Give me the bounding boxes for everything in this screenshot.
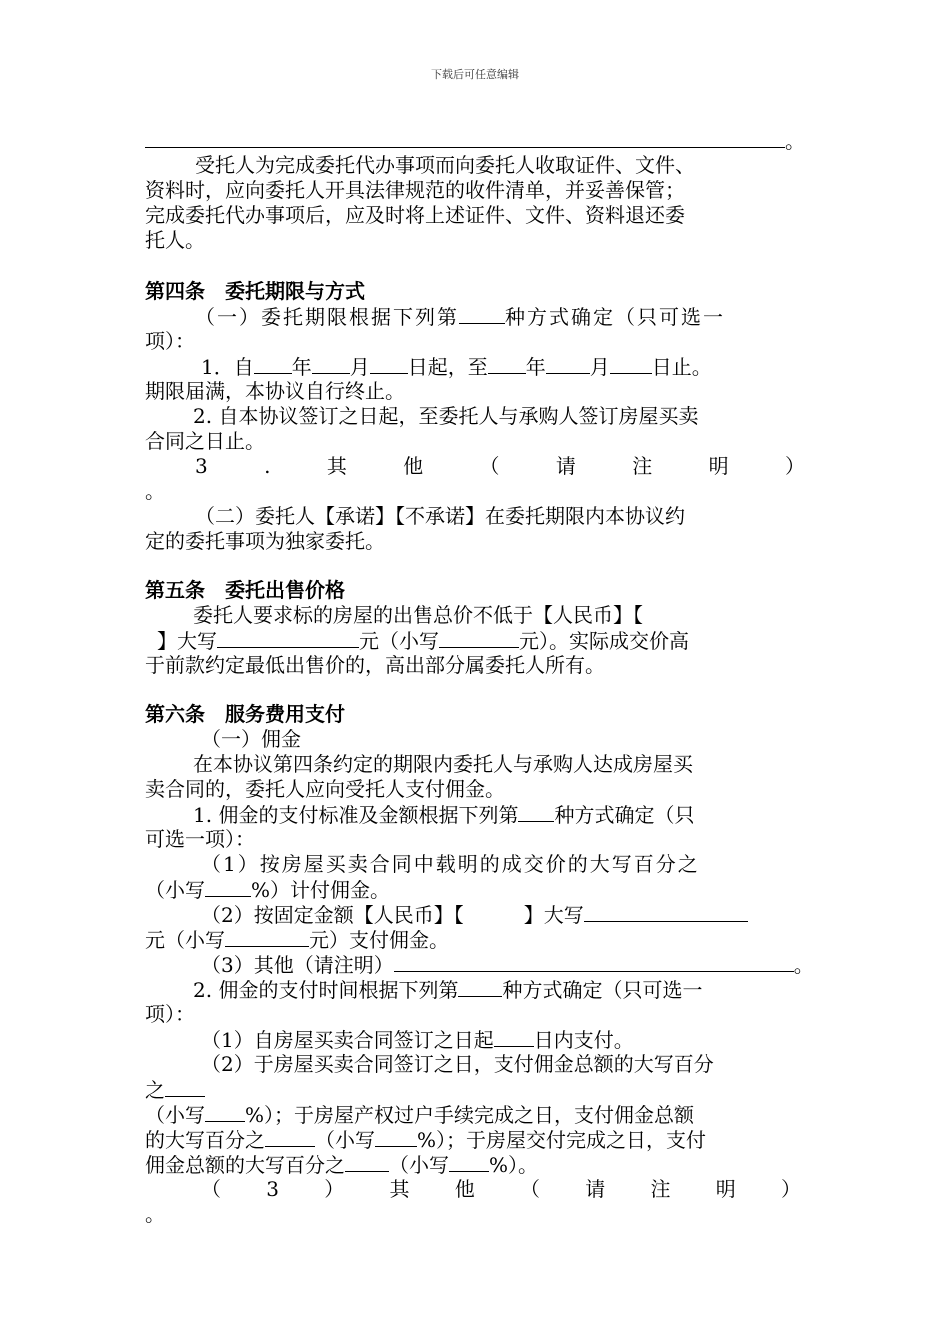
text: （3）其他（请注明） [201, 953, 394, 977]
text: %）；于房屋产权过户手续完成之日，支付佣金总额 [245, 1103, 695, 1127]
text: 月 [589, 355, 610, 379]
paragraph-line: 受托人为完成委托代办事项而向委托人收取证件、文件、 [195, 153, 695, 177]
text: 日起，至 [407, 355, 488, 379]
token: 注 [650, 1177, 671, 1201]
line-top-blank [145, 128, 825, 153]
text: 种方式确定（只可选一 [505, 305, 725, 329]
token: 请 [585, 1177, 606, 1201]
blank [488, 354, 526, 374]
paragraph-line [145, 802, 825, 827]
paragraph-line [145, 1102, 825, 1127]
text: %）；于房屋交付完成之日，支付 [417, 1128, 707, 1152]
paragraph-line [145, 927, 825, 952]
text: 种方式确定（只 [554, 803, 695, 827]
text: 年 [291, 355, 312, 379]
period: 。 [785, 129, 805, 153]
paragraph-line: 项）： [145, 329, 195, 353]
token: （ [519, 1177, 540, 1201]
blank [518, 802, 554, 822]
blank [439, 628, 519, 648]
text: 。 [793, 953, 814, 977]
paragraph-line: 可选一项）： [145, 827, 255, 851]
blank [217, 628, 359, 648]
blank [394, 952, 794, 972]
paragraph-line: 完成委托代办事项后，应及时将上述证件、文件、资料退还委 [145, 203, 685, 227]
text: 种方式确定（只可选一 [502, 978, 703, 1002]
blank [546, 354, 590, 374]
blank [459, 304, 505, 324]
paragraph-line: （2）于房屋买卖合同签订之日，支付佣金总额的大写百分 [201, 1052, 714, 1076]
paragraph-line: （二）委托人【承诺】【不承诺】在委托期限内本协议约 [195, 504, 685, 528]
paragraph-line [145, 1152, 825, 1177]
text: （1）自房屋买卖合同签订之日起 [201, 1028, 494, 1052]
token: 注 [632, 454, 653, 478]
article-4-heading: 第四条 委托期限与方式 [145, 279, 365, 303]
token: 其 [389, 1177, 410, 1201]
text: %）。 [489, 1153, 539, 1177]
token: （ [479, 454, 500, 478]
blank [370, 354, 408, 374]
text: 之 [145, 1078, 165, 1102]
article-5-heading: 第五条 委托出售价格 [145, 578, 345, 602]
text: 】大写 [157, 629, 217, 653]
date-line [145, 354, 825, 379]
paragraph-line: 合同之日止。 [145, 429, 265, 453]
text: 2. 佣金的支付时间根据下列第 [193, 978, 459, 1002]
paragraph-line [145, 1077, 825, 1102]
paragraph-line: 托人。 [145, 228, 205, 252]
text: 的大写百分之 [145, 1128, 265, 1152]
blank [254, 354, 292, 374]
paragraph-line: 在本协议第四条约定的期限内委托人与承购人达成房屋买 [193, 752, 693, 776]
text: （小写 [315, 1128, 375, 1152]
token: ） [784, 454, 805, 478]
text: 佣金总额的大写百分之 [145, 1153, 345, 1177]
token: 他 [403, 454, 424, 478]
text: 1. 佣金的支付标准及金额根据下列第 [193, 803, 519, 827]
token: 其 [326, 454, 347, 478]
article-6-heading: 第六条 服务费用支付 [145, 702, 345, 726]
justified-line [145, 454, 825, 479]
text: 月 [349, 355, 370, 379]
paragraph-line [145, 877, 825, 902]
paragraph-line [145, 304, 825, 329]
paragraph-line: （1）按房屋买卖合同中载明的成交价的大写百分之 [201, 852, 700, 876]
page-header: 下载后可任意编辑 [431, 68, 519, 81]
paragraph-line [145, 977, 825, 1002]
token: ） [780, 1177, 801, 1201]
paragraph-line [145, 628, 825, 653]
blank [494, 1027, 534, 1047]
token: 他 [454, 1177, 475, 1201]
blank [145, 128, 785, 148]
paragraph-line: 委托人要求标的房屋的出售总价不低于【人民币】【 [193, 603, 643, 627]
text: （小写 [145, 878, 205, 902]
text: 元（小写 [359, 629, 439, 653]
paragraph-line [145, 952, 825, 977]
document-body [145, 128, 825, 1227]
token: 请 [555, 454, 576, 478]
paragraph-line: 定的委托事项为独家委托。 [145, 529, 385, 553]
text: （小写 [389, 1153, 449, 1177]
token: 明 [715, 1177, 736, 1201]
paragraph-line: 资料时，应向委托人开具法律规范的收件清单，并妥善保管； [145, 178, 685, 202]
blank [345, 1152, 389, 1172]
token: 3 [195, 454, 208, 478]
paragraph-line: 卖合同的，委托人应向受托人支付佣金。 [145, 777, 505, 801]
text: %）计付佣金。 [251, 878, 391, 902]
paragraph-line [145, 1027, 825, 1052]
text: 1．自 [201, 355, 254, 379]
text: （小写 [145, 1103, 205, 1127]
blank [225, 927, 309, 947]
paragraph-line: 期限届满，本协议自行终止。 [145, 379, 405, 403]
paragraph-line: 于前款约定最低出售价的，高出部分属委托人所有。 [145, 653, 605, 677]
paragraph-line: 项）： [145, 1002, 195, 1026]
blank [375, 1127, 417, 1147]
token: 3 [266, 1177, 279, 1201]
text: 年 [525, 355, 546, 379]
token: （ [201, 1177, 221, 1201]
token: ） [324, 1177, 345, 1201]
paragraph-line: 。 [145, 479, 165, 503]
text: 元）支付佣金。 [309, 928, 449, 952]
text: 元）。实际成交价高 [519, 629, 689, 653]
text: （一）委托期限根据下列第 [195, 305, 459, 329]
paragraph-line: 2. 自本协议签订之日起，至委托人与承购人签订房屋买卖 [193, 404, 699, 428]
paragraph-line [145, 1127, 825, 1152]
blank [610, 354, 652, 374]
text: 日止。 [651, 355, 712, 379]
blank [312, 354, 350, 374]
text: （2）按固定金额【人民币】【 】大写 [201, 903, 584, 927]
blank [205, 877, 251, 897]
blank [165, 1077, 205, 1097]
blank [584, 902, 748, 922]
blank [458, 977, 502, 997]
token: 明 [708, 454, 729, 478]
blank [205, 1102, 245, 1122]
paragraph-line: （一）佣金 [201, 727, 301, 751]
blank [449, 1152, 489, 1172]
text: 日内支付。 [533, 1028, 634, 1052]
text: 元（小写 [145, 928, 225, 952]
paragraph-line: 。 [145, 1202, 165, 1226]
paragraph-line [145, 902, 825, 927]
blank [265, 1127, 315, 1147]
justified-line [145, 1177, 825, 1202]
token: . [264, 454, 271, 478]
